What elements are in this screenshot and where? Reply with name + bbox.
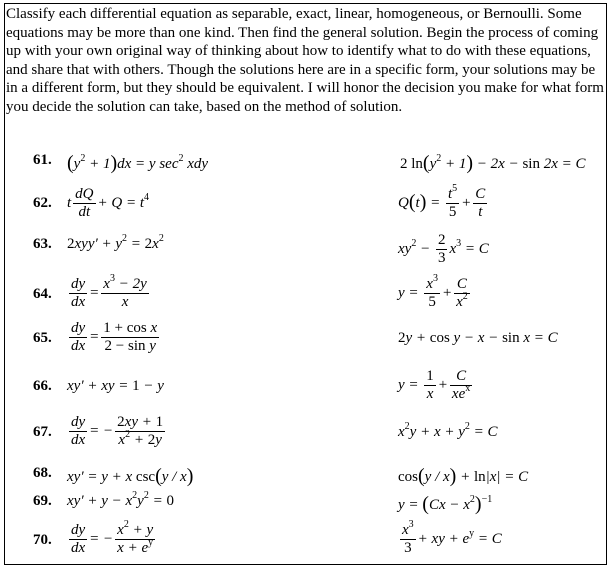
problem-number: 61. — [33, 152, 52, 168]
solution: cos(y / x) + ln|x| = C — [398, 465, 529, 487]
solution: $y = (Cx - x^2)^{-1}$ — [398, 493, 493, 515]
problem-number: 67. — [33, 424, 52, 440]
equation: $xy' + y - x^2y^2 = 0$ — [67, 490, 174, 509]
equation: $\frac{dy}{dx}$ = $\frac{\text{1 + cos x}}{\text{2 − sin y}}$ — [71, 320, 158, 354]
equation: $2xyy' + y^2 = 2x^2$ — [67, 233, 164, 252]
problem-number: 70. — [33, 532, 52, 548]
equation: t $\frac{dQ}{dt}$ + $Q = t^4$ — [67, 186, 150, 220]
equation: $\frac{dy}{dx}$ = − $\frac{x^2 + y}{x + e^y}$ — [71, 519, 154, 556]
solution: y = $\frac{x^3}{5}$ + $\frac{C}{x^2}$ — [398, 273, 468, 310]
problem-number: 68. — [33, 465, 52, 481]
equation: $\frac{dy}{dx}$ = − $\frac{2xy + 1}{x^2 + 2y}$ — [71, 414, 164, 448]
problem-number: 63. — [33, 236, 52, 252]
problem-number: 64. — [33, 286, 52, 302]
equation: xy′ = y + x csc(y / x) — [67, 465, 194, 487]
equation: $(y^2 + 1)dx = y$ $\sec^2$ xdy — [67, 152, 209, 174]
solution: 2y + cos y − x − sin x = C — [398, 330, 558, 346]
problem-number: 69. — [33, 493, 52, 509]
solution: $\frac{x^3}{3}$ + xy + $e^y = C$ — [402, 519, 502, 556]
problem-number: 65. — [33, 330, 52, 346]
instructions: Classify each differential equation as separable, exact, linear, homogeneous, or Bernoulli. Some equations may be more than one kind. Then find the general solution. Begin the process of coming up with your own original way of thinking about how to identify what to do with these equations, and share that with others. Though the solutions here are in a specific form, your solutions may be in a different form, but they should be equivalent. I will honor the decision you make for what form you decide the solution can take, based on the method of solution. — [6, 6, 604, 115]
equation: xy′ + xy = 1 − y — [67, 378, 164, 394]
problem-number: 62. — [33, 195, 52, 211]
solution: $xy^2$ − $\frac{2}{3}$ $x^3 = C$ — [398, 232, 489, 266]
solution: Q(t) = $\frac{t^5}{5}$ + $\frac{C}{t}$ — [398, 183, 486, 220]
equation: $\frac{dy}{dx}$ = $\frac{x^3 - 2y}{x}$ — [71, 273, 147, 310]
problem-number: 66. — [33, 378, 52, 394]
solution: 2 $\ln(y^2 + 1) - 2x - \sin 2x = C$ — [400, 152, 586, 174]
solution: y = $\frac{1}{x}$ + $\frac{C}{xe^x}$ — [398, 368, 471, 402]
solution: $x^2y + x + y^2 = C$ — [398, 421, 498, 440]
